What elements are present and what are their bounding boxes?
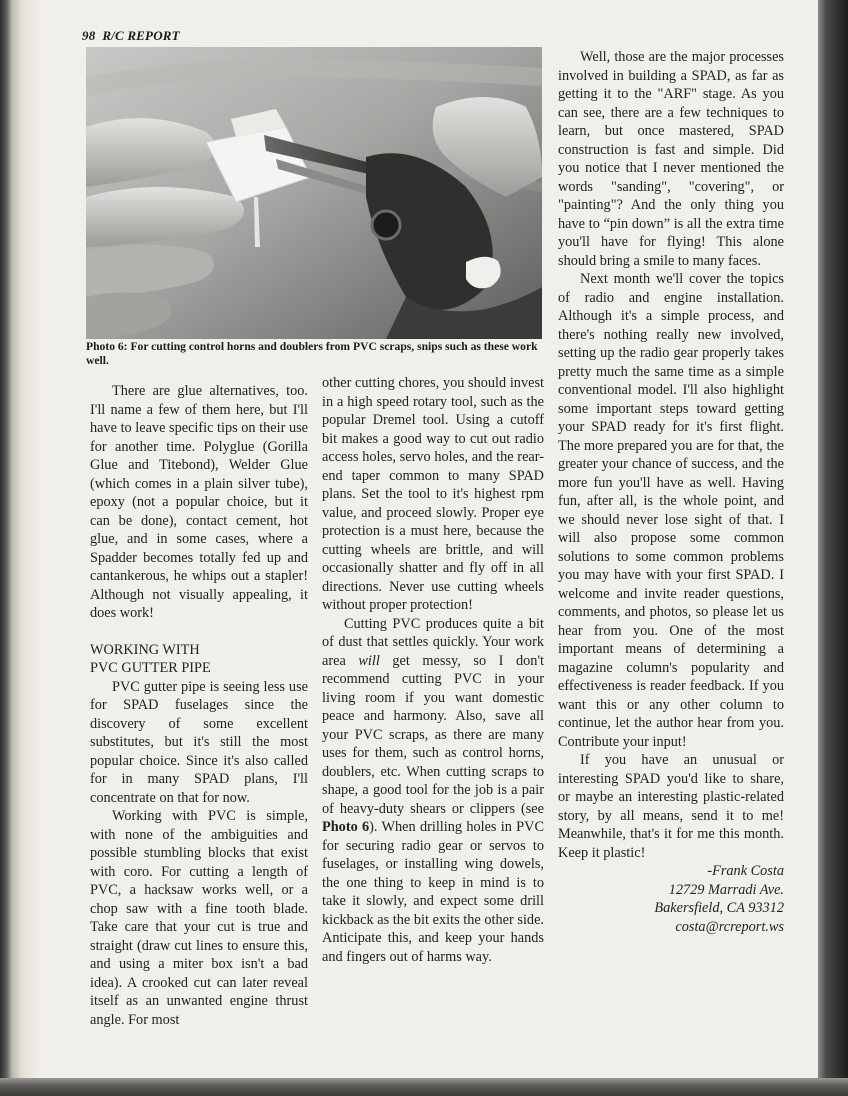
emphasis-text: will xyxy=(358,652,380,669)
section-heading-line: WORKING WITH xyxy=(90,641,200,658)
paragraph: There are glue alternatives, too. I'll name a few of them here, but I'll have to leave specific tips on their use for another time. Polyglue (Gorilla Glue and Titebond), Welder Glue (which comes in a plain silver tube), epoxy (not a popular choice, but it can be done), contact cement, hot glue, and in some cases, where a Spadder becomes totally fed up and cantankerous, he whips out a stapler! Although not visually appealing, it does work! xyxy=(90,383,308,621)
photo-snips-cutting-pvc xyxy=(86,47,542,339)
photo-reference: Photo 6 xyxy=(322,819,370,835)
text-run: Cutting PVC produces quite a bit of dust that settles quickly. Your work area xyxy=(322,615,544,669)
author-city: Bakersfield, CA 93312 xyxy=(654,900,784,916)
magazine-title: R/C REPORT xyxy=(102,28,180,43)
text-run: ). When drilling holes in PVC for securing radio gear or servos to fuselages, or installing wing dowels, the one thing to keep in mind is to take it slowly, and expect some drill kickback as the bit exits the other side. Anticipate this, and keep your hands and fingers out of harms way. xyxy=(322,819,544,965)
paragraph: other cutting chores, you should invest in a high speed rotary tool, such as the popular Dremel tool. Using a cutoff bit makes a good way to cut out radio access holes, servo holes, and the rear-end taper common to many SPAD plans. Set the tool to it's highest rpm value, and proceed slowly. Proper eye protection is a must here, because the cutting wheels are brittle, and will occasionally shatter and fly off in all directions. Never use cutting wheels without proper protection! xyxy=(322,375,544,613)
page-header xyxy=(82,28,180,44)
page-number: 98 xyxy=(82,28,96,43)
paragraph: Working with PVC is simple, with none of the ambiguities and possible stumbling blocks that exist with coro. For cutting a length of PVC, a hacksaw works well, or a chop saw with a fine tooth blade. Take care that your cut is true and straight (draw cut lines to ensure this, and using a miter box isn't a bad idea). A crooked cut can later reveal itself as an unwanted engine thrust angle. For most xyxy=(90,808,308,1028)
paragraph xyxy=(322,615,544,967)
text-run: get messy, so I don't recommend cutting PVC in your living room if you want domestic peace and harmony. Also, save all your PVC scraps, as there are many uses for them, such as control horns, doublers, etc. When cutting scraps to shape, a good tool for the job is a pair of heavy-duty shears or clippers (see xyxy=(322,652,544,817)
article-column-3 xyxy=(558,48,784,936)
article-column-2 xyxy=(322,374,544,966)
author-address: 12729 Marradi Ave. xyxy=(668,881,784,898)
paragraph: If you have an unusual or interesting SPAD you'd like to share, or maybe an interesting plastic-related story, by all means, send it to me! Meanwhile, that's it for me this month. Keep it plastic! xyxy=(558,752,784,861)
section-heading-line: PVC GUTTER PIPE xyxy=(90,660,211,676)
photo-caption: Photo 6: For cutting control horns and doublers from PVC scraps, snips such as these work well. xyxy=(86,340,538,367)
author-email: costa@rcreport.ws xyxy=(675,918,784,935)
author-name: -Frank Costa xyxy=(707,863,784,879)
paragraph: Next month we'll cover the topics of radio and engine installation. Although it's a simple process, and there's nothing really new involved, setting up the radio gear properly takes pretty much the same time as a simple conventional model. I'll also highlight some important steps toward getting your SPAD ready for it's first flight. The more prepared you are for that, the greater your chance of success, and the more fun you'll have as well. Having fun, after all, is the whole point, and we should never lose sight of that. I will also propose some common solutions to some common problems you may have with your first SPAD. I welcome and invite reader questions, comments, and photos, so please let us hear from you. One of the most important means of determining a magazine column's popularity and effectiveness is reader feedback. If you want this or any other column to continue, let the author hear from you. Contribute your input! xyxy=(558,271,784,750)
photo-illustration xyxy=(86,47,542,339)
scan-edge-right xyxy=(818,0,848,1096)
page-binding-edge xyxy=(12,0,40,1078)
paragraph: Well, those are the major processes involved in building a SPAD, as far as getting it to the "ARF" stage. As you can see, there are a few techniques to learn, but once mastered, SPAD construction is fast and simple. Did you notice that I never mentioned the words "sanding", "covering", or "painting"? And the only thing you have to “pin down” is all the extra time you'll have for flying! This alone should bring a smile to many faces. xyxy=(558,49,784,269)
paragraph: PVC gutter pipe is seeing less use for SPAD fuselages since the discovery of some excellent substitutes, but it's still the most popular choice. Since it's also called for in many SPAD plans, I'll concentrate on that for now. xyxy=(90,678,308,806)
scan-edge-bottom xyxy=(0,1078,848,1096)
section-heading xyxy=(90,641,308,678)
article-column-1 xyxy=(90,382,308,1029)
